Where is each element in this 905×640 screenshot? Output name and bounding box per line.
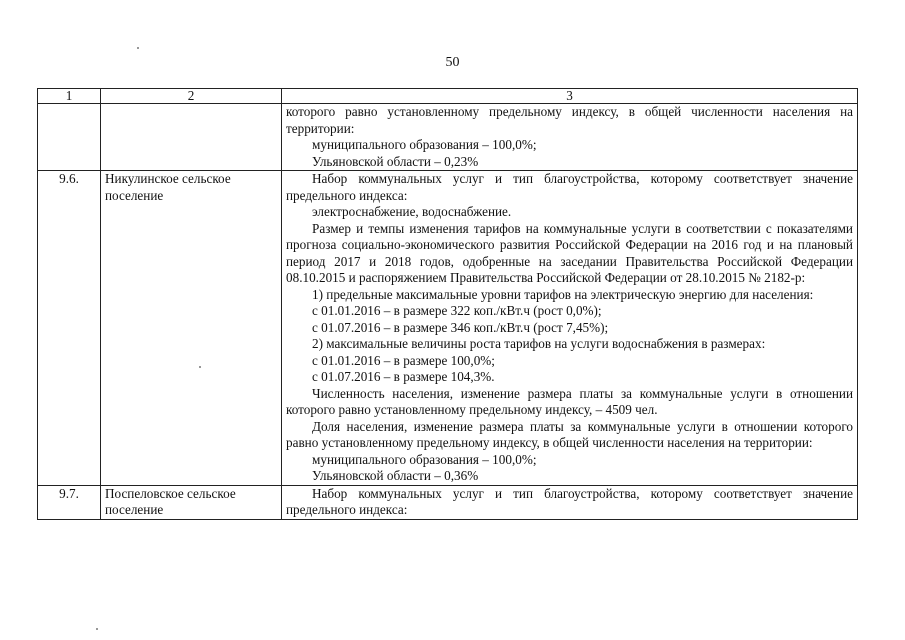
paragraph: которого равно установленному предельному индексу, в общей численности населения на территории:: [286, 104, 853, 136]
paragraph: Набор коммунальных услуг и тип благоустройства, которому соответствует значение предельного индекса:: [286, 485, 853, 517]
column-header-1: 1: [38, 89, 101, 104]
scan-speck: [96, 628, 98, 630]
paragraph: с 01.07.2016 – в размере 104,3%.: [312, 369, 495, 384]
paragraph: 1) предельные максимальные уровни тарифов на электрическую энергию для населения:: [312, 286, 814, 302]
paragraph: с 01.01.2016 – в размере 100,0%;: [312, 352, 495, 368]
paragraph: Ульяновской области – 0,23%: [312, 153, 479, 169]
paragraph: Ульяновской области – 0,36%: [312, 468, 479, 483]
row-content: [282, 104, 858, 171]
table-body: [38, 104, 858, 520]
row-number: 9.7.: [38, 485, 101, 519]
settlement-name: Никулинское сельское поселение: [101, 171, 282, 486]
paragraph: Набор коммунальных услуг и тип благоустройства, которому соответствует значение предельного индекса:: [286, 171, 853, 203]
paragraph: Доля населения, изменение размера платы за коммунальные услуги в отношении которого равно установленному предельному индексу, в общей численности населения на территории:: [286, 418, 853, 450]
settlement-name: [101, 104, 282, 171]
table-row: [38, 171, 858, 486]
paragraph: с 01.01.2016 – в размере 322 коп./кВт.ч (рост 0,0%);: [312, 303, 602, 318]
paragraph: с 01.07.2016 – в размере 346 коп./кВт.ч (рост 7,45%);: [312, 319, 609, 335]
row-number: 9.6.: [38, 171, 101, 486]
paragraph: муниципального образования – 100,0%;: [312, 137, 537, 152]
row-content: [282, 485, 858, 519]
row-content: [282, 171, 858, 486]
column-header-2: 2: [101, 89, 282, 104]
column-header-3: 3: [282, 89, 858, 104]
tariff-table: [37, 88, 858, 520]
table-row: [38, 104, 858, 171]
paragraph: Размер и темпы изменения тарифов на коммунальные услуги в соответствии с показателями прогноза социально-экономического развития Российской Федерации на 2016 год и на плановый период 2017 и 2018 годов, одобренные на заседании Правительства Российской Федерации 08.10.2015 и распоряжением Правительства Российской Федерации от 28.10.2015 № 2182-р:: [286, 220, 853, 285]
paragraph: Численность населения, изменение размера платы за коммунальные услуги в отношении которого равно установленному предельному индексу, – 4509 чел.: [286, 385, 853, 417]
table-header-row: [38, 89, 858, 104]
scan-speck: [199, 366, 201, 368]
table-row: [38, 485, 858, 519]
page-number: 50: [445, 55, 460, 70]
paragraph: муниципального образования – 100,0%;: [312, 451, 537, 467]
row-number: [38, 104, 101, 171]
scan-speck: [137, 47, 139, 49]
paragraph: электроснабжение, водоснабжение.: [312, 204, 512, 219]
paragraph: 2) максимальные величины роста тарифов на услуги водоснабжения в размерах:: [312, 336, 766, 351]
settlement-name: Поспеловское сельское поселение: [101, 485, 282, 519]
